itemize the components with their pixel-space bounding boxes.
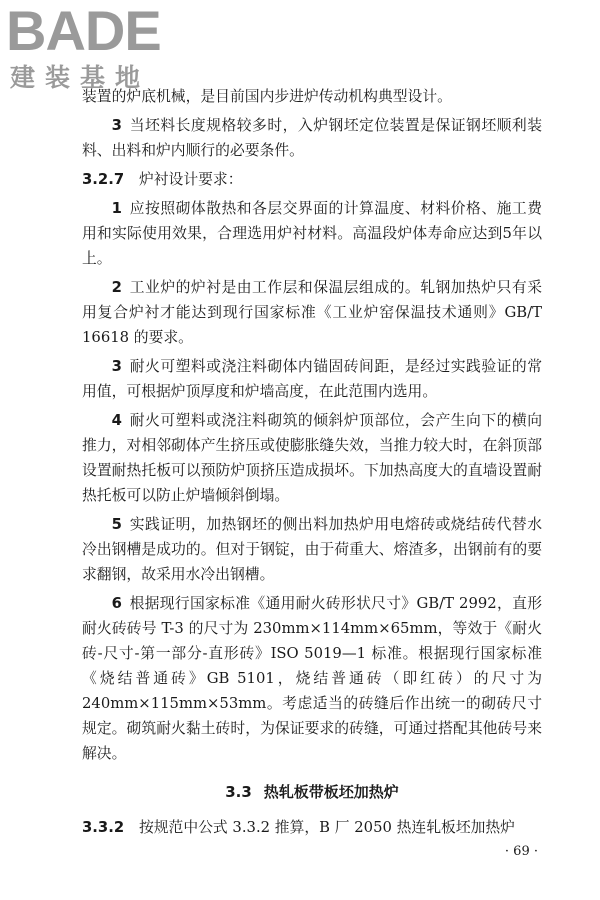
clause-text: 炉衬设计要求： — [138, 171, 243, 188]
item-text: 根据现行国家标准《通用耐火砖形状尺寸》GB/T 2992，直形耐火砖砖号 T-3 的尺寸为 230mm×114mm×65mm，等效于《耐火砖-尺寸-第一部分-直形砖》ISO 5019—1 标准。根据现行国家标准《烧结普通砖》GB 5101，烧结普通砖（即红砖）的尺寸为240mm×115mm×53mm。考虑适当的砖缝后作出统一的砌砖尺寸规定。砌筑耐火黏土砖时，为保证要求的砖缝，可通过搭配其他砖号来解决。 — [82, 595, 542, 762]
list-item — [82, 275, 542, 350]
clause-heading — [82, 815, 542, 840]
item-text: 耐火可塑料或浇注料砌体内锚固砖间距，是经过实践验证的常用值，可根据炉顶厚度和炉墙高度，在此范围内选用。 — [82, 358, 542, 400]
list-item — [82, 591, 542, 766]
item-number: 4 — [111, 412, 122, 429]
item-number: 3 — [111, 117, 122, 134]
clause-number: 3.2.7 — [82, 171, 125, 188]
clause-heading — [82, 167, 542, 192]
page-body — [82, 84, 542, 844]
item-text: 应按照砌体散热和各层交界面的计算温度、材料价格、施工费用和实际使用效果，合理选用炉衬材料。高温段炉体寿命应达到5年以上。 — [82, 200, 542, 267]
section-number: 3.3 — [225, 783, 252, 801]
item-text: 实践证明，加热钢坯的侧出料加热炉用电熔砖或烧结砖代替水冷出钢槽是成功的。但对于钢锭，由于荷重大、熔渣多，出钢前有的要求翻钢，故采用水冷出钢槽。 — [82, 516, 542, 583]
logo-word: BADE — [6, 0, 161, 62]
section-heading — [82, 780, 542, 805]
list-item — [82, 408, 542, 508]
item-number: 2 — [111, 279, 122, 296]
clause-text: 按规范中公式 3.3.2 推算，B 厂 2050 热连轧板坯加热炉 — [138, 819, 515, 836]
section-title: 热轧板带板坯加热炉 — [263, 783, 399, 801]
list-item — [82, 512, 542, 587]
clause-number: 3.3.2 — [82, 819, 125, 836]
item-number: 3 — [111, 358, 122, 375]
item-text: 耐火可塑料或浇注料砌筑的倾斜炉顶部位，会产生向下的横向推力，对相邻砌体产生挤压或使膨胀缝失效，当推力较大时，在斜顶部设置耐热托板可以预防炉顶挤压造成损坏。下加热高度大的直墙设置耐热托板可以防止炉墙倾斜倒塌。 — [82, 412, 542, 504]
continued-paragraph: 装置的炉底机械，是目前国内步进炉传动机构典型设计。 — [82, 88, 452, 105]
logo — [6, 0, 206, 92]
item-text: 当坯料长度规格较多时，入炉钢坯定位装置是保证钢坯顺利装料、出料和炉内顺行的必要条件。 — [82, 117, 542, 159]
logo-subtitle: 建装基地 — [10, 63, 151, 92]
list-item — [82, 196, 542, 271]
item-number: 6 — [111, 595, 122, 612]
item-number: 5 — [111, 516, 122, 533]
list-item — [82, 113, 542, 163]
item-text: 工业炉的炉衬是由工作层和保温层组成的。轧钢加热炉只有采用复合炉衬才能达到现行国家标准《工业炉窑保温技术通则》GB/T 16618 的要求。 — [82, 279, 542, 346]
page-number: · 69 · — [504, 844, 538, 859]
list-item — [82, 354, 542, 404]
item-number: 1 — [111, 200, 122, 217]
